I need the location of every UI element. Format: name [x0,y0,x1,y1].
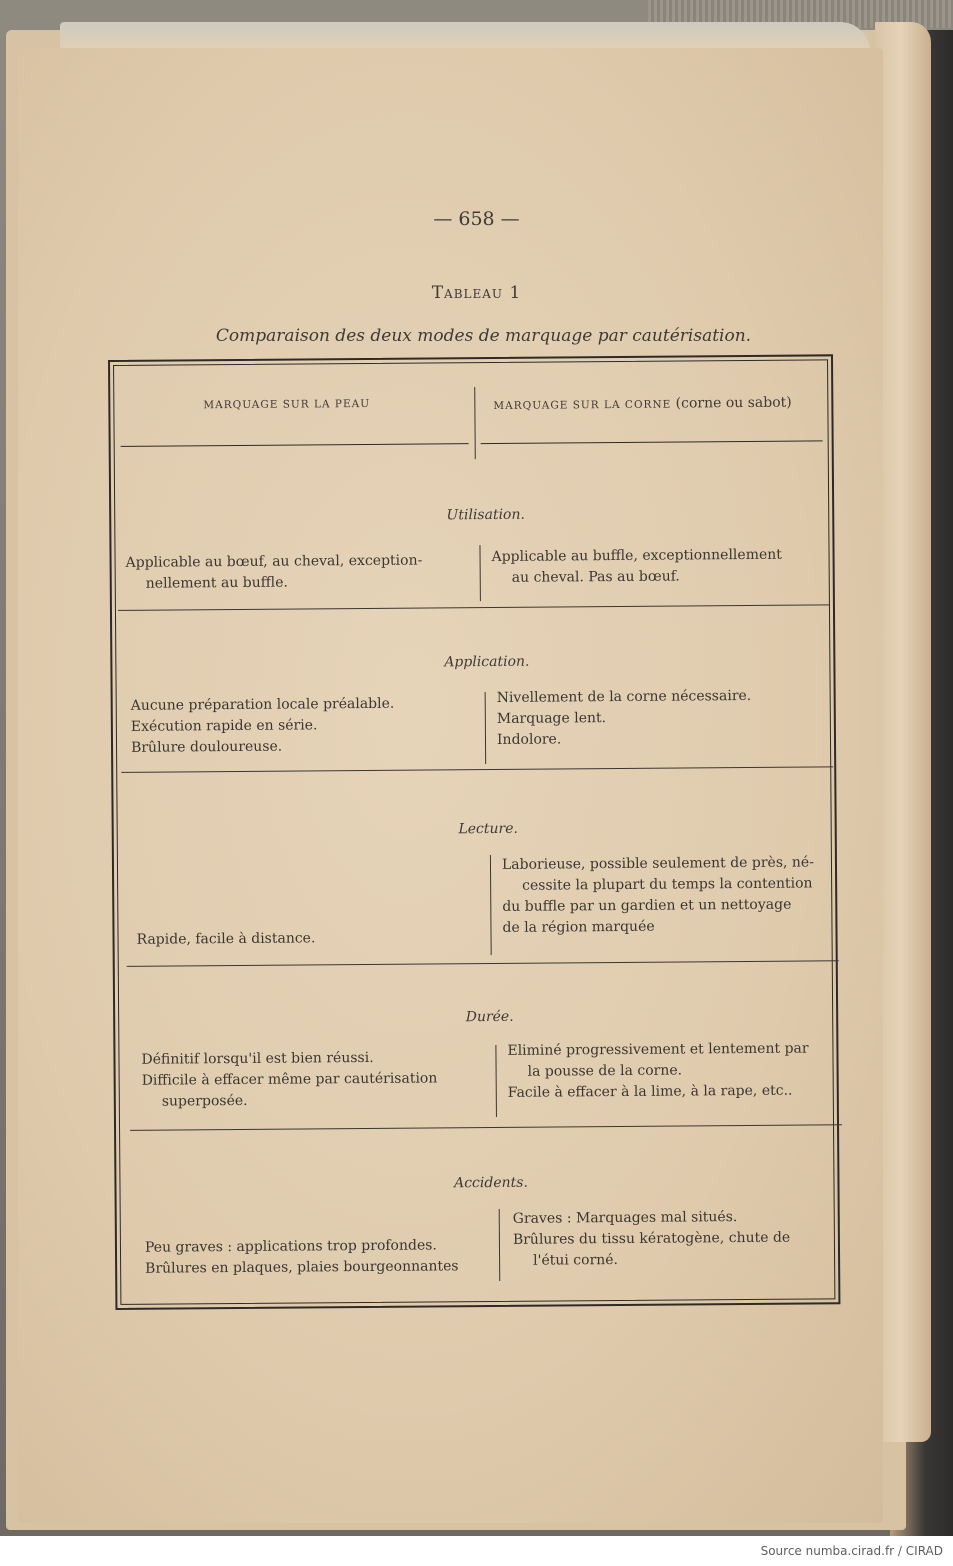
cell-duree-horn [507,1038,847,1104]
cell-lecture-horn [502,852,843,939]
cell-line: Eliminé progressivement et lentement par [507,1040,809,1059]
section-title-duree: Durée. [465,1008,514,1026]
source-credit: Source numba.cirad.fr / CIRAD [760,1544,943,1558]
cell-line: Indolore. [496,731,562,748]
cell-accidents-skin [145,1235,493,1280]
comparison-table [108,354,840,1310]
column-header-skin: MARQUAGE SUR LA PEAU [203,397,371,412]
cell-line: Nivellement de la corne nécessaire. [496,687,752,706]
cell-line: Graves : Marquages mal situés. [512,1209,738,1227]
section-title-accidents: Accidents. [454,1174,528,1192]
cell-line: Peu graves : applications trop profondes. [144,1237,437,1256]
cell-line: Exécution rapide en série. [130,717,318,735]
cell-duree-skin [141,1047,489,1113]
cell-line: Applicable au bœuf, au cheval, exception- [125,552,423,571]
cell-line: cessite la plupart du temps la contention [522,875,813,894]
section-title-application: Application. [444,653,530,671]
page-edge [875,22,931,1442]
cell-line: du buffle par un gardien et un nettoyage [502,896,792,915]
cell-line: Applicable au buffle, exceptionnellement [491,546,782,565]
cell-line: nellement au buffle. [145,574,288,592]
table-label: Tableau 1 [431,283,522,303]
cell-utilisation-skin [126,550,474,595]
cell-utilisation-horn [491,544,831,589]
section-title-lecture: Lecture. [458,820,519,838]
cell-line: au cheval. Pas au bœuf. [511,568,680,586]
cell-line: Aucune préparation locale préalable. [130,695,395,714]
cell-line: Difficile à effacer même par cautérisation [141,1070,438,1089]
cell-application-horn [497,685,837,751]
cell-line: Marquage lent. [496,710,607,727]
column-header-horn-label: MARQUAGE SUR LA CORNE [493,398,672,412]
cell-line: Laborieuse, possible seulement de près, né- [501,854,814,873]
cell-line: la pousse de la corne. [527,1062,683,1080]
cell-line: l'étui corné. [533,1252,619,1269]
table-caption: Comparaison des deux modes de marquage par cautérisation. [215,326,752,346]
cell-lecture-skin [136,927,484,951]
column-header-horn-note: (corne ou sabot) [675,394,792,412]
cell-line: de la région marquée [502,918,655,936]
column-header-horn [493,395,791,413]
cell-line: Facile à effacer à la lime, à la rape, etc.. [507,1082,793,1101]
section-title-utilisation: Utilisation. [446,506,525,524]
cell-line: Définitif lorsqu'il est bien réussi. [141,1049,374,1068]
page-number: — 658 — [433,208,520,230]
cell-line: Brûlures en plaques, plaies bourgeonnantes [145,1258,459,1277]
footer-bar [0,1536,953,1566]
cell-line: Brûlures du tissu kératogène, chute de [512,1229,791,1248]
cell-accidents-horn [513,1206,853,1272]
cell-line: Brûlure douloureuse. [130,738,283,756]
cell-application-skin [131,693,479,759]
cell-line: superposée. [161,1092,248,1110]
cell-line: Rapide, facile à distance. [136,930,316,948]
